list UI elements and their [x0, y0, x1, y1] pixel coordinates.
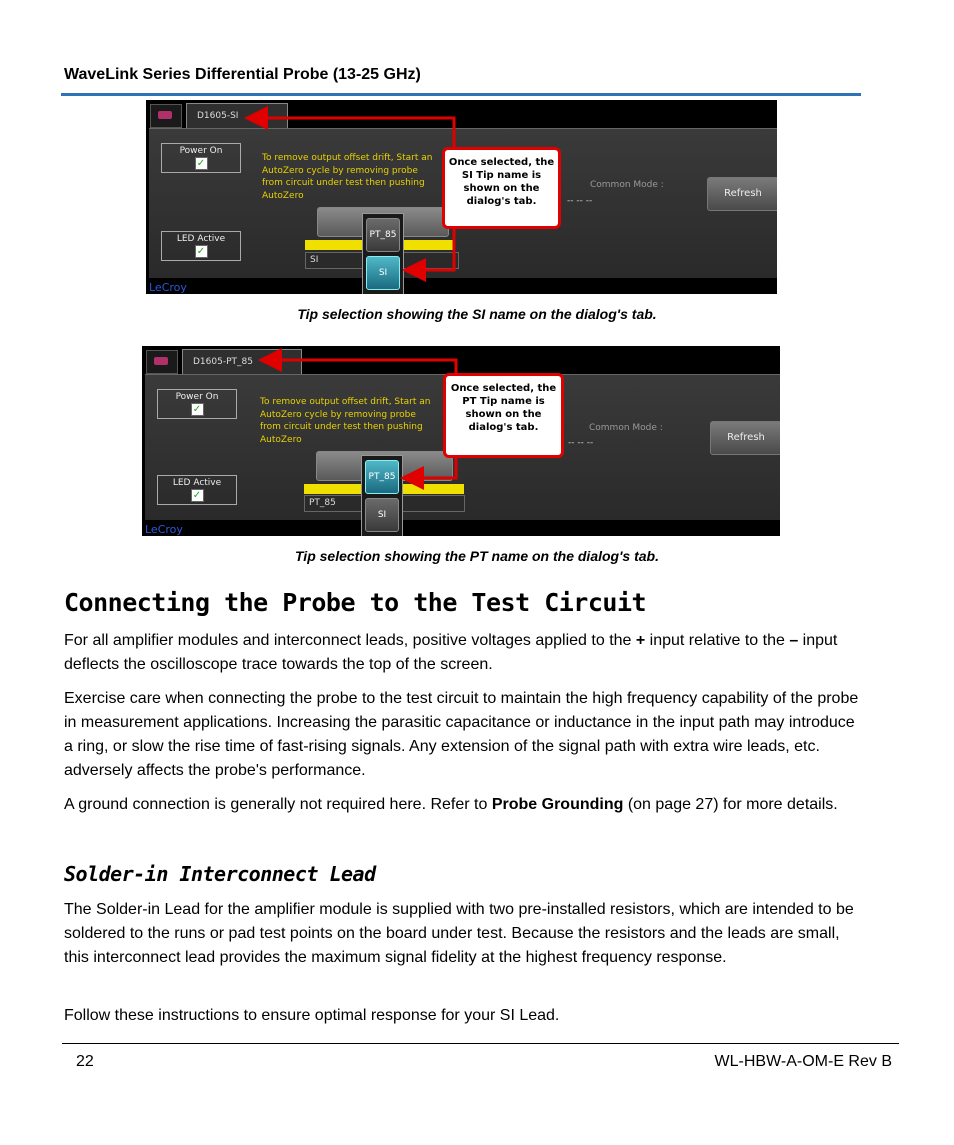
check-icon: ✓	[191, 403, 204, 416]
probe-grounding-link[interactable]: Probe Grounding	[491, 796, 624, 813]
led-active-label: LED Active	[176, 234, 226, 244]
paragraph-grounding: A ground connection is generally not required here. Refer to Probe Grounding (on page 27) for more details.	[64, 796, 838, 813]
footer-rule	[62, 1043, 899, 1044]
common-mode-label: Common Mode :	[589, 423, 663, 433]
power-on-label: Power On	[175, 392, 219, 402]
common-mode-label: Common Mode :	[590, 180, 664, 190]
annotation-callout: Once selected, the PT Tip name is shown on the dialog's tab.	[443, 373, 564, 458]
check-icon: ✓	[195, 245, 208, 258]
power-on-checkbox[interactable]	[161, 143, 241, 173]
tip-select-field[interactable]: SI	[305, 252, 459, 269]
lecroy-logo: LeCroy	[145, 523, 183, 536]
annotation-callout: Once selected, the SI Tip name is shown on the dialog's tab.	[442, 147, 561, 229]
tip-options-list	[361, 455, 403, 536]
power-on-label: Power On	[179, 146, 223, 156]
probe-icon	[150, 104, 182, 128]
tip-option-si[interactable]: SI	[366, 256, 400, 290]
autozero-instruction: To remove output offset drift, Start an AutoZero cycle by removing probe from circuit under test then pushing AutoZero	[262, 153, 433, 201]
paragraph-care: Exercise care when connecting the probe to the test circuit to maintain the high frequency capability of the probe in measurement applications. Increasing the parasitic capacitance or inductance in the input path may introduce a ring, or slow the rise time of fast-rising signals. Any extension of the signal path with extra wire leads, etc. adversely affects the probe's performance.	[64, 690, 859, 779]
tip-options-list	[362, 213, 404, 294]
section-heading: Connecting the Probe to the Test Circuit	[64, 588, 647, 617]
tip-option-pt85[interactable]: PT_85	[366, 218, 400, 252]
dialog-tab[interactable]: D1605-SI	[186, 103, 288, 129]
paragraph-polarity: For all amplifier modules and interconnect leads, positive voltages applied to the + input relative to the – input deflects the oscilloscope trace towards the top of the screen.	[64, 632, 838, 673]
common-mode-value: -- -- --	[567, 196, 593, 206]
tip-option-pt85[interactable]: PT_85	[365, 460, 399, 494]
led-active-checkbox[interactable]	[161, 231, 241, 261]
page-header-title: WaveLink Series Differential Probe (13-25 GHz)	[64, 66, 421, 83]
power-on-checkbox[interactable]	[157, 389, 237, 419]
probe-icon	[146, 350, 178, 374]
paragraph-instructions: Follow these instructions to ensure optimal response for your SI Lead.	[64, 1007, 560, 1024]
dialog-tab[interactable]: D1605-PT_85	[182, 349, 302, 375]
common-mode-value: -- -- --	[568, 438, 594, 448]
refresh-button[interactable]: Refresh	[707, 177, 777, 211]
paragraph-solder-in: The Solder-in Lead for the amplifier module is supplied with two pre-installed resistors, which are intended to be soldered to the runs or pad test points on the board under test. Because the resistors and the leads are small, this interconnect lead provides the maximum signal fidelity at the highest frequency response.	[64, 901, 854, 966]
autozero-instruction: To remove output offset drift, Start an AutoZero cycle by removing probe from circuit under test then pushing AutoZero	[260, 397, 431, 445]
figure-caption: Tip selection showing the SI name on the dialog's tab.	[297, 306, 657, 322]
led-active-checkbox[interactable]	[157, 475, 237, 505]
lecroy-logo: LeCroy	[149, 281, 187, 294]
figure-caption: Tip selection showing the PT name on the dialog's tab.	[295, 548, 659, 564]
refresh-button[interactable]: Refresh	[710, 421, 780, 455]
tip-option-si[interactable]: SI	[365, 498, 399, 532]
check-icon: ✓	[191, 489, 204, 502]
scope-screenshot-pt	[142, 346, 780, 536]
document-revision: WL-HBW-A-OM-E Rev B	[714, 1053, 892, 1070]
subsection-heading: Solder-in Interconnect Lead	[64, 862, 376, 886]
check-icon: ✓	[195, 157, 208, 170]
led-active-label: LED Active	[172, 478, 222, 488]
page-number: 22	[76, 1053, 94, 1070]
header-rule	[61, 93, 861, 96]
tip-select-field[interactable]: PT_85	[304, 495, 465, 512]
scope-screenshot-si	[146, 100, 777, 294]
